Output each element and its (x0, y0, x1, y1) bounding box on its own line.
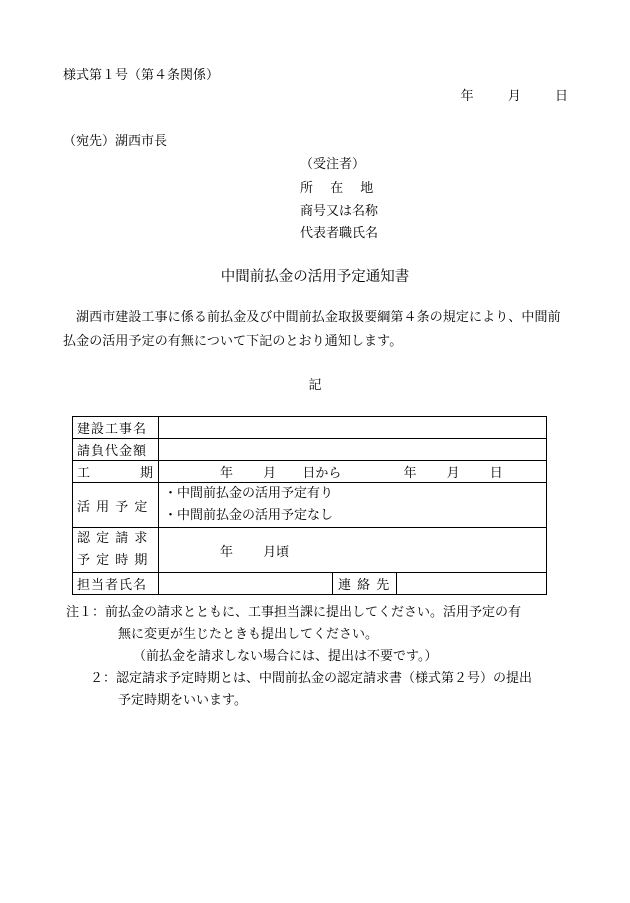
period-date-range (164, 462, 541, 481)
period-to-day: 日 (489, 466, 503, 481)
note-2-line-2: 予定時期をいいます。 (118, 693, 247, 708)
period-to-month: 月 (446, 466, 460, 481)
table-row (73, 528, 547, 573)
cert-period-label (73, 528, 159, 573)
project-name-label: 建設工事名 (73, 417, 159, 439)
addressee: （宛先）湖西市長 (63, 134, 168, 149)
cert-label-line2: 予 定 時 期 (77, 553, 149, 568)
period-field[interactable] (159, 461, 547, 483)
person-in-charge-field[interactable] (159, 573, 333, 595)
ki-heading: 記 (308, 378, 322, 393)
cert-label-line1: 認 定 請 求 (77, 531, 149, 546)
contractor-heading: （受注者） (300, 157, 366, 172)
contractor-representative-label: 代表者職氏名 (300, 226, 379, 241)
contact-label: 連 絡 先 (333, 573, 397, 595)
table-row (73, 461, 547, 483)
note-1-parenthetical: （前払金を請求しない場合には、提出は不要です。） (133, 649, 438, 664)
table-row (73, 439, 547, 461)
period-from-day: 日から (302, 466, 342, 481)
usage-option-yes[interactable]: ・中間前払金の活用予定有り (164, 486, 334, 501)
form-number: 様式第１号（第４条関係） (63, 68, 220, 83)
info-table (72, 416, 547, 595)
cert-period-field[interactable] (159, 528, 547, 573)
note-2-text: 認定請求予定時期とは、中間前払金の認定請求書（様式第２号）の提出 (116, 671, 533, 686)
note-2-prefix: ２： (90, 671, 117, 686)
table-row (73, 573, 547, 595)
period-to-year: 年 (403, 466, 417, 481)
contractor-address-label: 所 在 地 (300, 181, 374, 196)
date-year: 年 (460, 89, 474, 104)
usage-options (159, 483, 547, 528)
contract-amount-label: 請負代金額 (73, 439, 159, 461)
note-1-prefix: 注１： (66, 605, 106, 620)
note-2-line-1 (66, 668, 556, 690)
period-from-year: 年 (220, 466, 234, 481)
date-day: 日 (554, 89, 568, 104)
period-label-part1: 工 (77, 466, 92, 481)
note-1-line-2: 無に変更が生じたときも提出してください。 (118, 627, 379, 642)
cert-month: 月頃 (263, 544, 290, 560)
usage-option-no[interactable]: ・中間前払金の活用予定なし (164, 508, 334, 523)
usage-label: 活 用 予 定 (73, 483, 159, 528)
contractor-name-label: 商号又は名称 (300, 204, 379, 219)
date-line (461, 85, 568, 104)
note-1-text: 前払金の請求とともに、工事担当課に提出してください。活用予定の有 (105, 605, 522, 620)
period-label (73, 461, 159, 483)
cert-year: 年 (220, 544, 234, 560)
document-title: 中間前払金の活用予定通知書 (220, 269, 410, 285)
body-text: 湖西市建設工事に係る前払金及び中間前払金取扱要綱第４条の規定により、中間前払金の活用予定の有無について下記のとおり通知します。 (63, 310, 561, 349)
project-name-field[interactable] (159, 417, 547, 439)
table-row (73, 417, 547, 439)
person-in-charge-label: 担当者氏名 (73, 573, 159, 595)
date-month: 月 (507, 89, 521, 104)
notes (66, 602, 556, 712)
contract-amount-field[interactable] (159, 439, 547, 461)
note-1-line-1 (66, 602, 556, 624)
period-label-part2: 期 (139, 466, 154, 481)
period-from-month: 月 (263, 466, 277, 481)
table-row (73, 483, 547, 528)
contact-field[interactable] (397, 573, 547, 595)
